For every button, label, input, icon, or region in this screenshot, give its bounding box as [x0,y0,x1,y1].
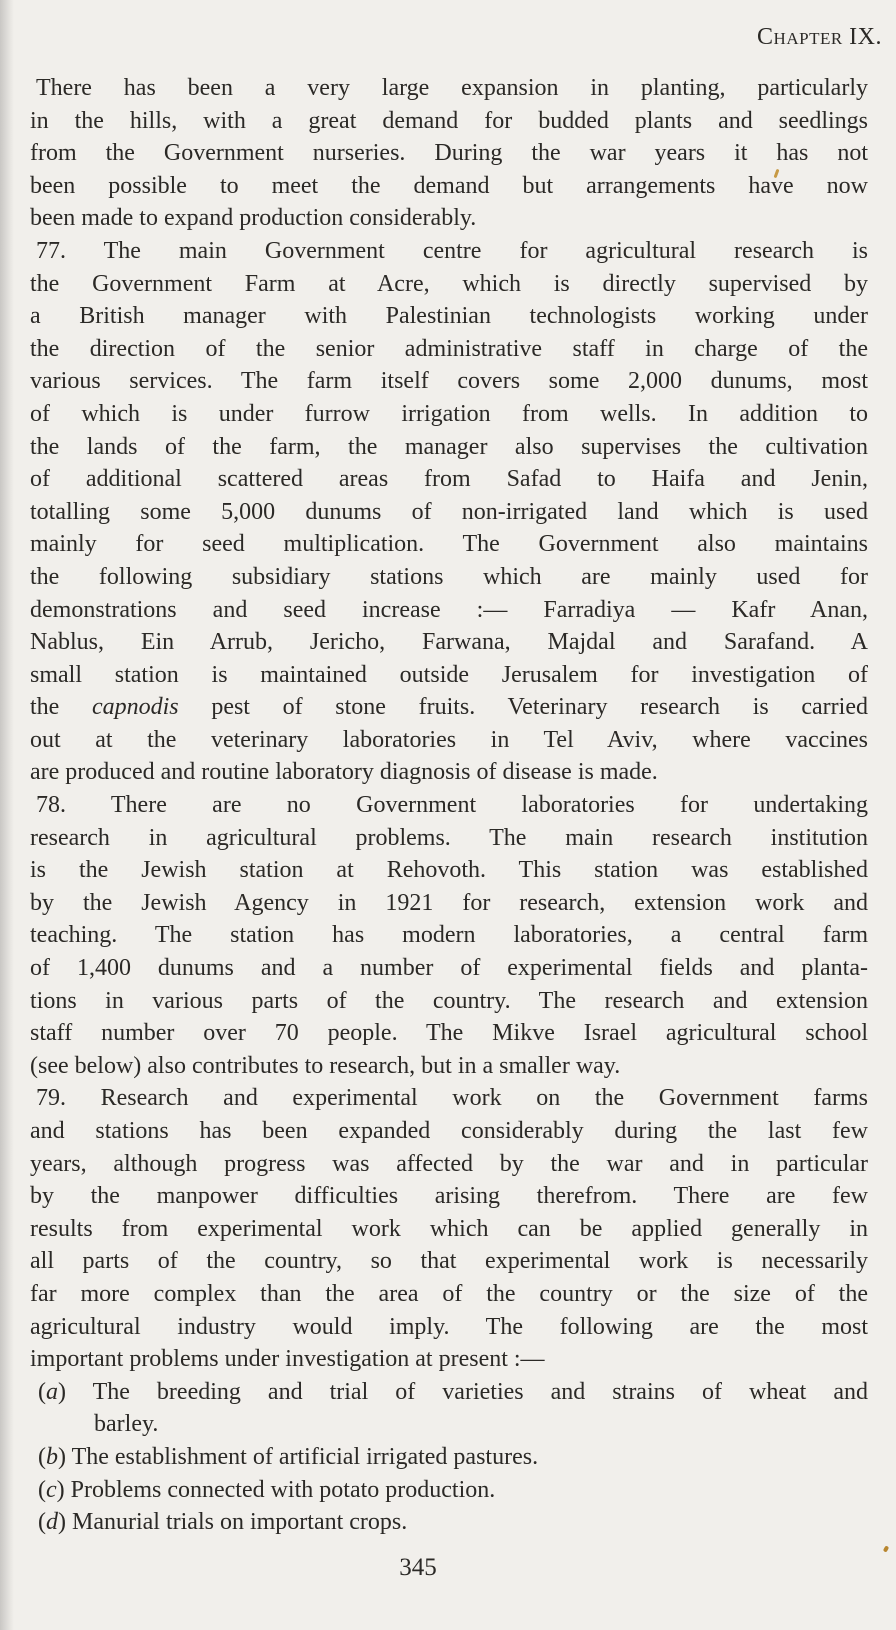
ink-spot [883,1545,889,1552]
text-line: mainly for seed multiplication. The Government also maintains [30,531,868,558]
text-line: and stations has been expanded considerably during the last few [30,1118,868,1144]
paragraph [30,235,868,789]
text-line [30,1441,868,1474]
list-item-letter: c [46,1476,57,1503]
text-line: of additional scattered areas from Safad to Haifa and Jenin, [30,466,868,493]
list-item-label: (c) [38,1476,71,1503]
list-item-label: (d) [38,1509,72,1536]
text-line: in the hills, with a great demand for budded plants and seedlings [30,107,868,134]
text-line: the direction of the senior administrative staff in charge of the [30,335,868,362]
text-line: totalling some 5,000 dunums of non-irrigated land which is used [30,498,868,525]
list-item-label: (b) [38,1443,72,1470]
page-edge-shadow [0,0,14,1630]
text-line: been made to expand production considerably. [30,205,477,232]
page-body [30,72,868,1539]
text-line: of which is under furrow irrigation from wells. In addition to [30,400,868,427]
text-line: the following subsidiary stations which are mainly used for [30,563,868,590]
text-line: 78. There are no Government laboratories for undertaking [36,792,868,819]
paragraph [30,789,868,1082]
text-line: (see below) also contributes to research, but in a smaller way. [30,1052,621,1079]
list-item-letter: d [46,1509,58,1536]
text-line: agricultural industry would imply. The following are the most [30,1313,868,1340]
text-line: tions in various parts of the country. The research and extension [30,987,868,1014]
text-line: teaching. The station has modern laboratories, a central farm [30,922,868,949]
text-line [30,1474,868,1507]
text-line: the Government Farm at Acre, which is directly supervised by [30,270,868,297]
text-line: years, although progress was affected by the war and in particular [30,1150,868,1177]
paragraph [30,72,868,235]
text-line: research in agricultural problems. The main research institution [30,824,868,851]
text-line: a British manager with Palestinian technologists working under [30,303,868,330]
text-line: results from experimental work which can be applied generally in [30,1215,868,1242]
list-item-label: (a) [38,1378,93,1405]
list-item-text: Problems connected with potato production. [70,1476,496,1503]
text-line: are produced and routine laboratory diagnosis of disease is made. [30,759,658,786]
list-item-letter: a [46,1378,58,1405]
list-item [30,1376,868,1441]
text-line: of 1,400 dunums and a number of experimental fields and planta- [30,955,868,982]
chapter-heading: Chapter IX. [757,24,882,50]
text-line: the lands of the farm, the manager also supervises the cultivation [30,433,868,460]
list-item-text: Manurial trials on important crops. [72,1509,408,1536]
text-line: staff number over 70 people. The Mikve Israel agricultural school [30,1020,868,1047]
text-line: by the Jewish Agency in 1921 for research, extension work and [30,889,868,916]
list-item [30,1506,868,1539]
text-line: all parts of the country, so that experimental work is necessarily [30,1248,868,1275]
italic-term: capnodis [91,694,179,721]
text-line: the capnodis pest of stone fruits. Veterinary research is carried [30,694,868,721]
text-line: far more complex than the area of the country or the size of the [30,1280,868,1307]
text-line: Nablus, Ein Arrub, Jericho, Farwana, Majdal and Sarafand. A [30,629,868,656]
text-line: been possible to meet the demand but arrangements have now [30,172,868,199]
text-line: demonstrations and seed increase :— Farradiya — Kafr Anan, [30,596,868,623]
text-line: is the Jewish station at Rehovoth. This station was established [30,857,868,884]
text-line: 79. Research and experimental work on the Government farms [36,1085,868,1112]
list-item [30,1441,868,1474]
text-line [30,1376,868,1409]
list-item-text: The establishment of artificial irrigated pastures. [71,1443,539,1470]
list-item [30,1474,868,1507]
text-line: from the Government nurseries. During the war years it has not [30,140,868,167]
paragraph [30,1082,868,1375]
text-line: There has been a very large expansion in planting, particularly [36,75,868,101]
list-item-letter: b [46,1443,58,1470]
page-number: 345 [399,1554,437,1581]
text-line: various services. The farm itself covers some 2,000 dunums, most [30,368,868,395]
text-line: 77. The main Government centre for agricultural research is [36,237,868,264]
text-line: by the manpower difficulties arising therefrom. There are few [30,1183,868,1210]
list-item-text: The breeding and trial of varieties and strains of wheat and [92,1378,869,1405]
text-line [30,1506,868,1539]
text-line: out at the veterinary laboratories in Tel Aviv, where vaccines [30,726,868,753]
text-line: barley. [94,1411,159,1438]
text-line: small station is maintained outside Jerusalem for investigation of [30,661,868,688]
text-line: important problems under investigation at present :— [30,1346,545,1373]
